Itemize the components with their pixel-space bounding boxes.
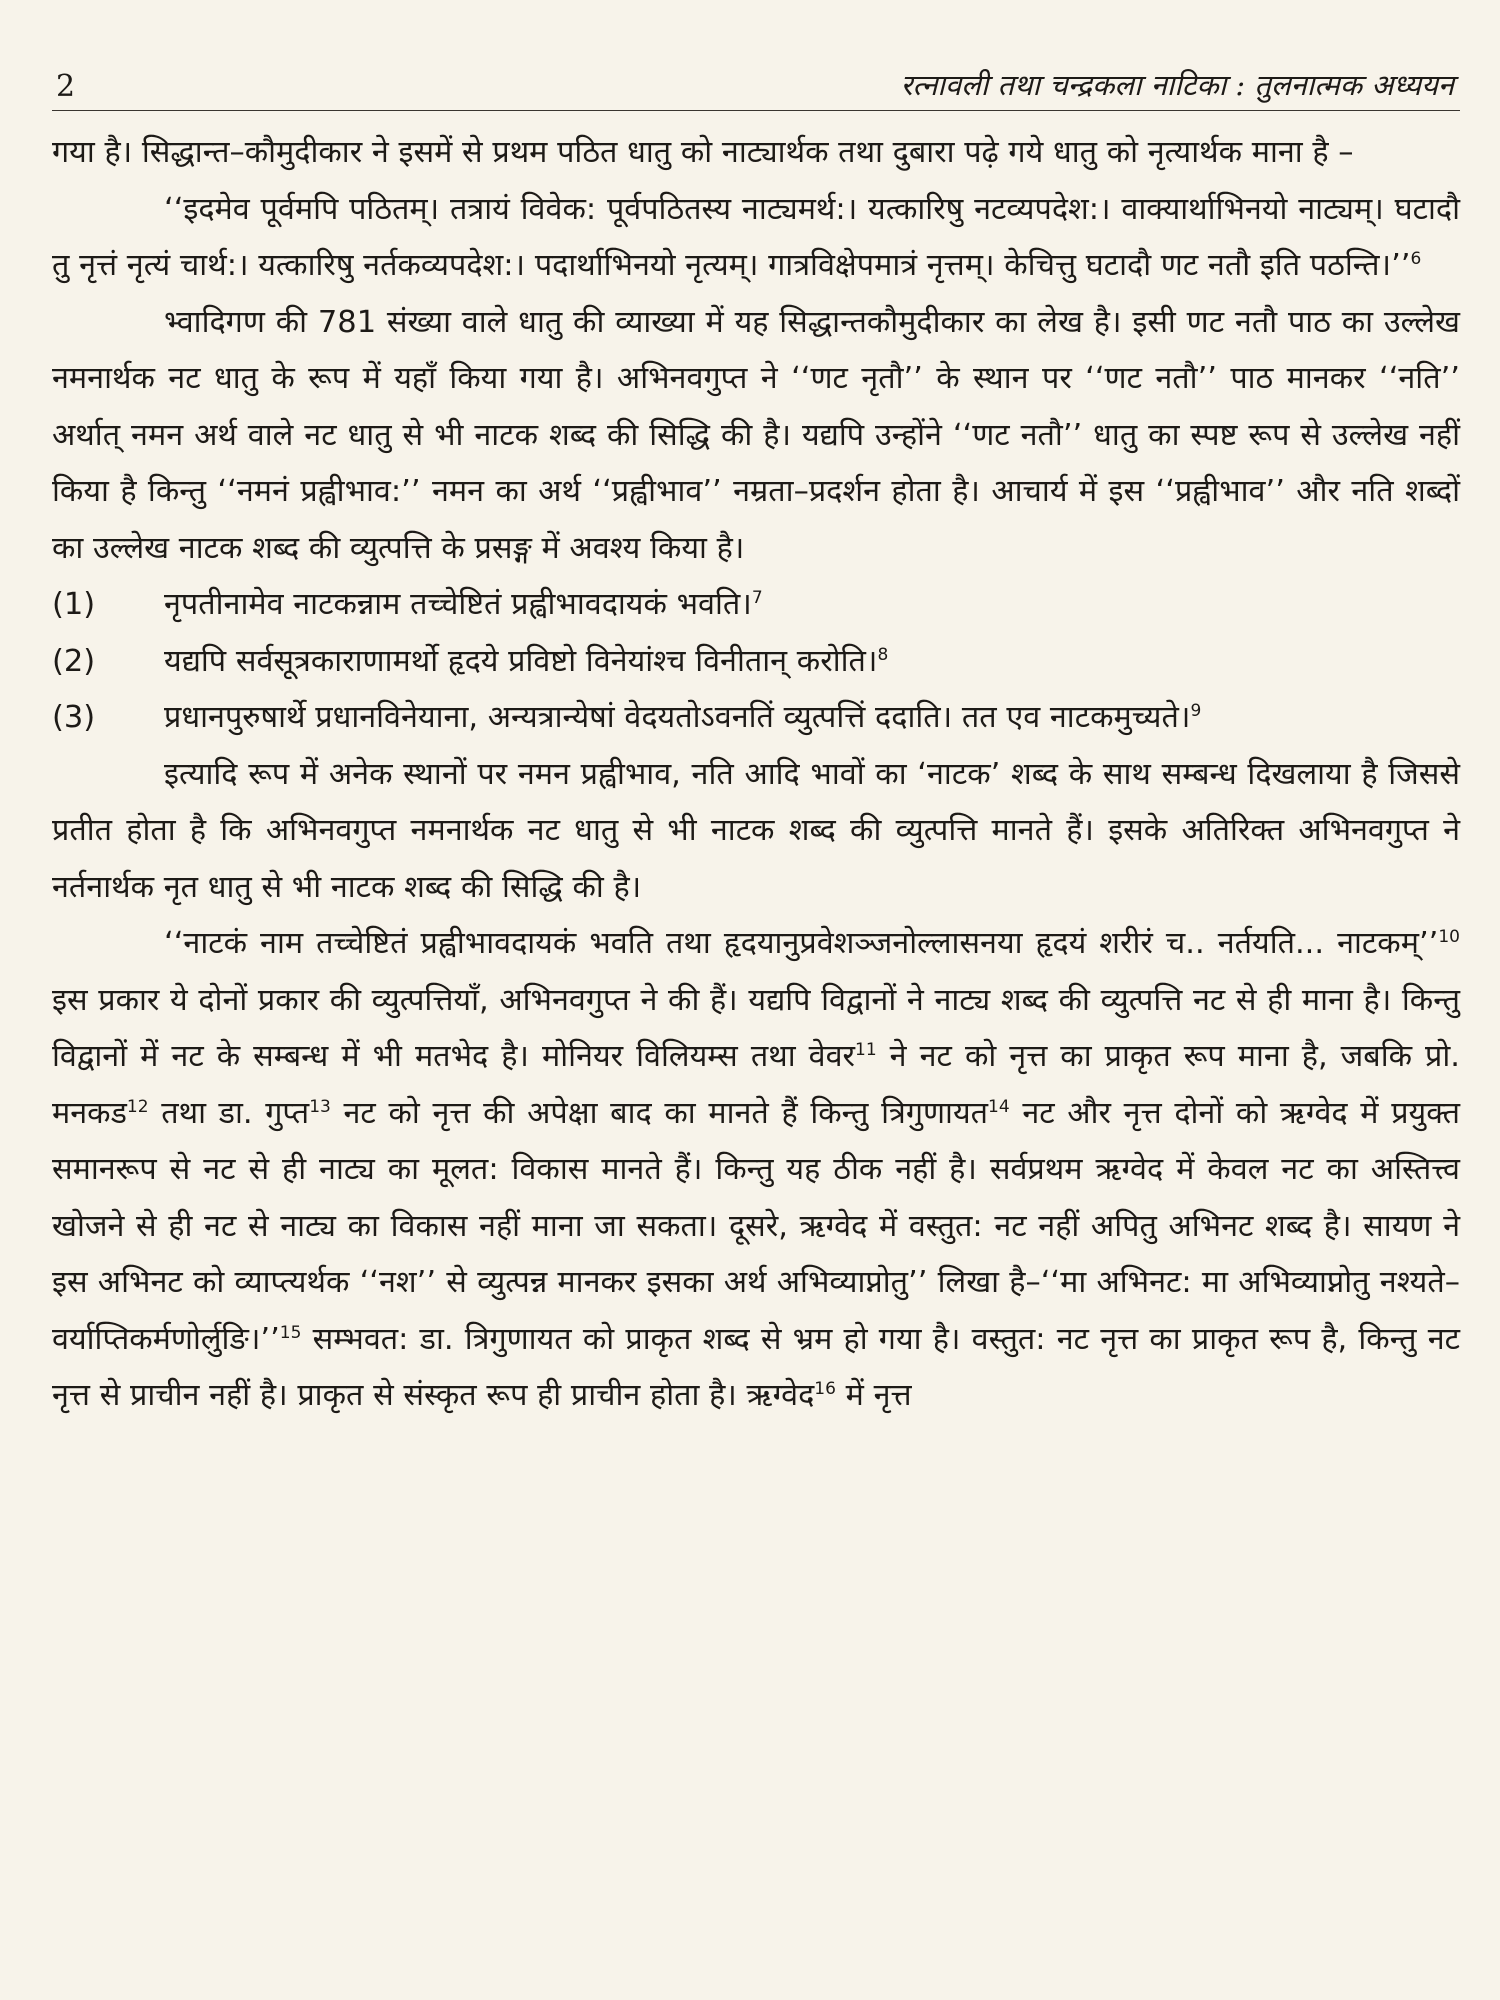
- paragraph-text: इत्यादि रूप में अनेक स्थानों पर नमन प्रह्वीभाव, नति आदि भावों का ‘नाटक’ शब्द के साथ सम्बन्ध दिखलाया है जिससे प्रतीत होता है कि अभिनवगुप्त नमनार्थक नट धातु से भी नाटक शब्द की व्युत्पत्ति मानते हैं। इसके अतिरिक्त अभिनवगुप्त ने नर्तनार्थक नृत धातु से भी नाटक शब्द की सिद्धि की है।: [52, 756, 1460, 905]
- item-text-content: नृपतीनामेव नाटकन्नाम तच्चेष्टितं प्रह्वीभावदायकं भवति।: [164, 587, 752, 622]
- numbered-item: [52, 690, 1460, 747]
- footnote-marker: 15: [279, 1322, 302, 1343]
- paragraph-text: भ्वादिगण की 781 संख्या वाले धातु की व्याख्या में यह सिद्धान्तकौमुदीकार का लेख है। इसी णट नतौ पाठ का उल्लेख नमनार्थक नट धातु के रूप में यहाँ किया गया है। अभिनवगुप्त ने ‘‘णट नृतौ’’ के स्थान पर ‘‘णट नतौ’’ पाठ मानकर ‘‘नति’’ अर्थात् नमन अर्थ वाले नट धातु से भी नाटक शब्द की सिद्धि की है। यद्यपि उन्होंने ‘‘णट नतौ’’ धातु का स्पष्ट रूप से उल्लेख नहीं किया है किन्तु ‘‘नमनं प्रह्वीभाव:’’ नमन का अर्थ ‘‘प्रह्वीभाव’’ नम्रता–प्रदर्शन होता है। आचार्य में इस ‘‘प्रह्वीभाव’’ और नति शब्दों का उल्लेख नाटक शब्द की व्युत्पत्ति के प्रसङ्ग में अवश्य किया है।: [52, 304, 1460, 566]
- footnote-marker: 10: [1438, 926, 1460, 947]
- paragraphs-before-list: [52, 125, 1460, 577]
- paragraph: [52, 182, 1460, 295]
- item-text: [164, 577, 1460, 634]
- numbered-list: [52, 577, 1460, 747]
- paragraph-text: नट को नृत्त की अपेक्षा बाद का मानते हैं किन्तु त्रिगुणायत: [330, 1095, 989, 1131]
- item-text: [164, 634, 1460, 691]
- footnote-marker: 13: [309, 1096, 331, 1117]
- paragraph: [52, 916, 1460, 1425]
- numbered-item: [52, 577, 1460, 634]
- paragraph-text: ‘‘इदमेव पूर्वमपि पठितम्। तत्रायं विवेक: पूर्वपठितस्य नाट्यमर्थ:। यत्कारिषु नटव्यपदेश:। वाक्यार्थाभिनयो नाट्यम्। घटादौ तु नृत्तं नृत्यं चार्थ:। यत्कारिषु नर्तकव्यपदेश:। पदार्थाभिनयो नृत्यम्। गात्रविक्षेपमात्रं नृत्तम्। केचित्तु घटादौ णट नतौ इति पठन्ति।’’: [52, 191, 1460, 283]
- paragraph-text: इस प्रकार ये दोनों प्रकार की व्युत्पत्तियाँ, अभिनवगुप्त ने की हैं। यद्यपि विद्वानों ने नाट्य शब्द की व्युत्पत्ति नट से ही माना है। किन्तु विद्वानों में नट के सम्बन्ध में भी मतभेद है। मोनियर विलियम्स तथा वेवर: [52, 982, 1460, 1074]
- item-number: (2): [52, 643, 96, 679]
- page-number: 2: [56, 69, 76, 104]
- footnote-marker: 7: [751, 587, 763, 608]
- footnote-marker: 11: [855, 1039, 877, 1060]
- footnote-marker: 12: [126, 1096, 149, 1117]
- numbered-item: [52, 634, 1460, 691]
- item-number: (1): [52, 587, 96, 622]
- paragraph-text: ने नट को नृत्त का प्राकृत रूप माना है, जबकि प्रो. मनकड: [52, 1039, 1460, 1131]
- item-text-content: यद्यपि सर्वसूत्रकाराणामर्थो हृदये प्रविष्टो विनेयांश्च विनीतान् करोति।: [164, 643, 878, 679]
- paragraph: [52, 125, 1460, 182]
- footnote-marker: 9: [1190, 700, 1202, 721]
- footnote-marker: 8: [877, 644, 889, 665]
- paragraph-text: ‘‘नाटकं नाम तच्चेष्टितं प्रह्वीभावदायकं भवति तथा हृदयानुप्रवेशञ्जनोल्लासनया हृदयं शरीरं च.. नर्तयति... नाटकम्’’: [164, 926, 1439, 961]
- footnote-marker: 14: [988, 1096, 1010, 1117]
- footnote-marker: 6: [1410, 248, 1422, 269]
- paragraph-text: गया है। सिद्धान्त–कौमुदीकार ने इसमें से प्रथम पठित धातु को नाट्यार्थक तथा दुबारा पढ़े गये धातु को नृत्यार्थक माना है –: [52, 135, 1354, 170]
- item-text-content: प्रधानपुरुषार्थे प्रधानविनेयाना, अन्यत्रान्येषां वेदयतोऽवनतिं व्युत्पत्तिं ददाति। तत एव नाटकमुच्यते।: [164, 700, 1191, 735]
- paragraph-text: नट और नृत्त दोनों को ऋग्वेद में प्रयुक्त समानरूप से नट से ही नाट्य का मूलत: विकास मानते हैं। किन्तु यह ठीक नहीं है। सर्वप्रथम ऋग्वेद में केवल नट का अस्तित्त्व खोजने से ही नट से नाट्य का विकास नहीं माना जा सकता। दूसरे, ऋग्वेद में वस्तुत: नट नहीं अपितु अभिनट शब्द है। सायण ने इस अभिनट को व्याप्त्यर्थक ‘‘नश’’ से व्युत्पन्न मानकर इसका अर्थ अभिव्याप्नोतु’’ लिखा है–‘‘मा अभिनट: मा अभिव्याप्नोतु नश्यते–वर्याप्तिकर्मणोर्लुङि।’’: [52, 1095, 1460, 1357]
- paragraph: [52, 747, 1460, 917]
- paragraph-text: सम्भवत: डा. त्रिगुणायत को प्राकृत शब्द से भ्रम हो गया है। वस्तुत: नट नृत्त का प्राकृत रूप है, किन्तु नट नृत्त से प्राचीन नहीं है। प्राकृत से संस्कृत रूप ही प्राचीन होता है। ऋग्वेद: [52, 1321, 1460, 1413]
- paragraph: [52, 295, 1460, 578]
- item-number: (3): [52, 700, 96, 735]
- paragraphs-after-list: [52, 747, 1460, 1425]
- paragraph-text: में नृत्त: [835, 1378, 912, 1413]
- running-title: रत्नावली तथा चन्द्रकला नाटिका : तुलनात्मक अध्ययन: [900, 68, 1454, 102]
- body-text: [52, 125, 1460, 1425]
- paragraph-text: तथा डा. गुप्त: [148, 1095, 310, 1131]
- item-text: [164, 690, 1460, 747]
- footnote-marker: 16: [814, 1378, 836, 1399]
- page-header: [52, 48, 1460, 111]
